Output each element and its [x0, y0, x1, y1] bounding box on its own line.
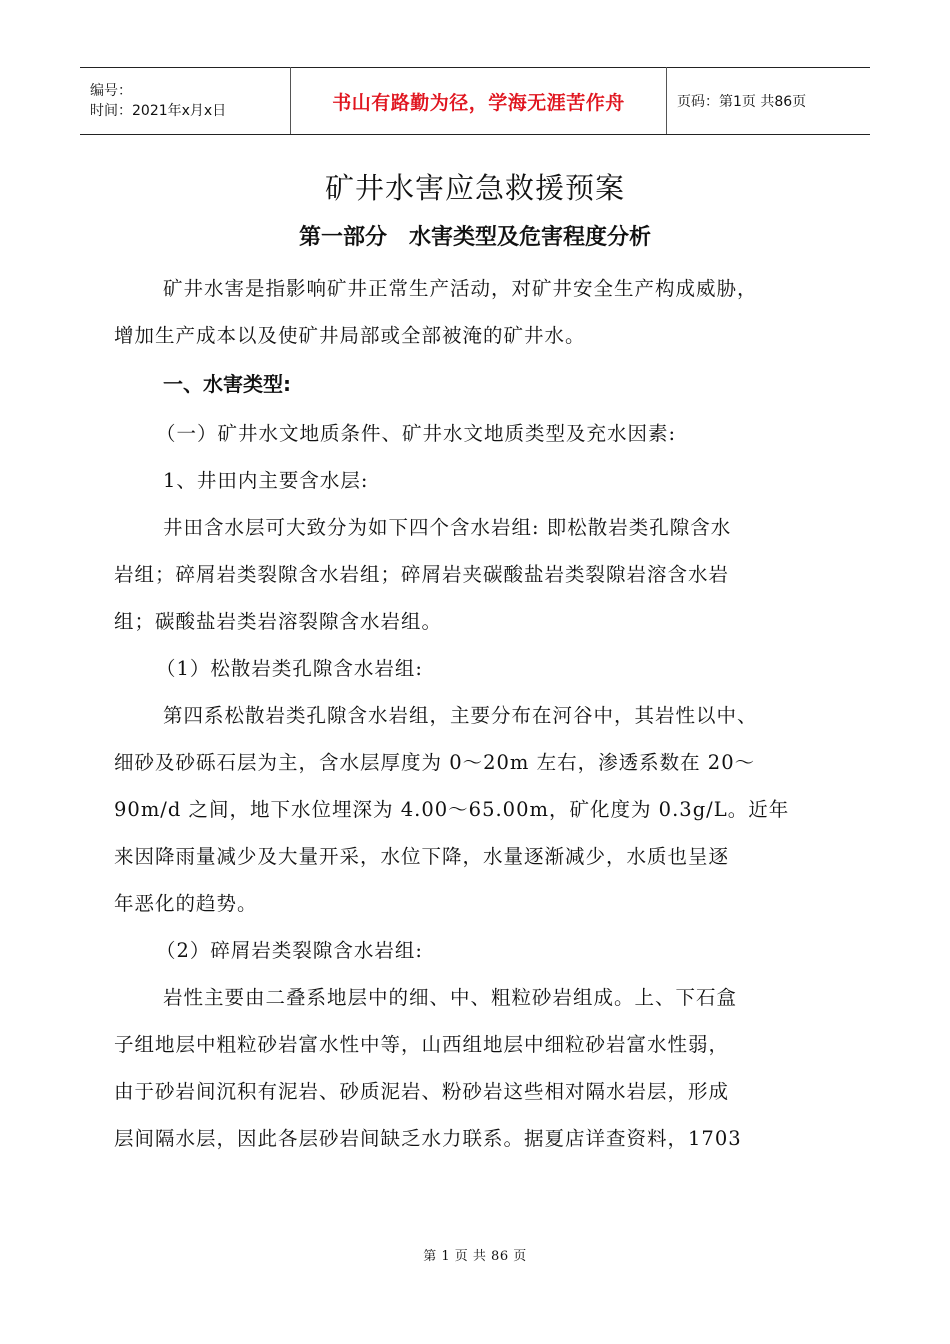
paragraph-line: 矿井水害是指影响矿井正常生产活动，对矿井安全生产构成威胁，: [163, 277, 758, 300]
header-motto: 书山有路勤为径，学海无涯苦作舟: [332, 91, 625, 114]
paragraph-line: 岩性主要由二叠系地层中的细、中、粗粒砂岩组成。上、下石盒: [163, 986, 738, 1009]
document-time-label: 时间：2021年x月x日: [90, 103, 227, 119]
paragraph-line: 增加生产成本以及使矿井局部或全部被淹的矿井水。: [114, 324, 586, 347]
paragraph-line: 第四系松散岩类孔隙含水岩组，主要分布在河谷中，其岩性以中、: [163, 704, 758, 727]
paragraph-line: 由于砂岩间沉积有泥岩、砂质泥岩、粉砂岩这些相对隔水岩层，形成: [114, 1080, 730, 1103]
header-meta-cell: [80, 68, 291, 135]
group-1-heading: （1）松散岩类孔隙含水岩组:: [156, 657, 423, 680]
group-1-paragraph-cont: [114, 739, 854, 927]
subsection-heading: （一）矿井水文地质条件、矿井水文地质类型及充水因素:: [156, 422, 677, 445]
aquifer-paragraph: [114, 504, 854, 551]
header-table: [80, 67, 870, 135]
item-heading: 1、井田内主要含水层:: [163, 469, 369, 492]
document-number-label: 编号：: [90, 83, 132, 99]
group-2-heading: （2）碎屑岩类裂隙含水岩组:: [156, 939, 423, 962]
document-title: 矿井水害应急救援预案: [324, 171, 625, 205]
aquifer-paragraph-cont: [114, 551, 854, 645]
paragraph-line: 年恶化的趋势。: [114, 892, 258, 915]
document-subtitle: [0, 220, 950, 251]
paragraph-line: 90m/d 之间，地下水位埋深为 4.00～65.00m，矿化度为 0.3g/L。近年: [114, 798, 790, 821]
paragraph-line: 组；碳酸盐岩类岩溶裂隙含水岩组。: [114, 610, 443, 633]
group-1-paragraph: [114, 692, 854, 739]
paragraph-line: 岩组；碎屑岩类裂隙含水岩组；碎屑岩夹碳酸盐岩类裂隙岩溶含水岩: [114, 563, 730, 586]
section-heading: 一、水害类型:: [163, 372, 291, 396]
paragraph-line: 来因降雨量减少及大量开采，水位下降，水量逐渐减少，水质也呈逐: [114, 845, 730, 868]
paragraph-line: 细砂及砂砾石层为主，含水层厚度为 0～20m 左右，渗透系数在 20～: [114, 751, 756, 774]
subtitle-part: 第一部分: [298, 225, 387, 250]
subtitle-text: 水害类型及危害程度分析: [409, 225, 652, 250]
page-footer: 第 1 页 共 86 页: [423, 1249, 527, 1264]
header-motto-cell: [291, 68, 667, 135]
group-2-paragraph: [114, 974, 854, 1021]
paragraph-line: 子组地层中粗粒砂岩富水性中等，山西组地层中细粒砂岩富水性弱，: [114, 1033, 730, 1056]
document-body: [114, 265, 854, 1162]
paragraph-line: 井田含水层可大致分为如下四个含水岩组: 即松散岩类孔隙含水: [163, 516, 732, 539]
header-page-cell: [667, 68, 871, 135]
page-number-label: 页码：第1页 共86页: [677, 94, 807, 110]
paragraph-line: 层间隔水层，因此各层砂岩间缺乏水力联系。据夏店详查资料，1703: [114, 1127, 742, 1150]
intro-paragraph-cont: [114, 312, 854, 359]
intro-paragraph: [114, 265, 854, 312]
group-2-paragraph-cont: [114, 1021, 854, 1162]
